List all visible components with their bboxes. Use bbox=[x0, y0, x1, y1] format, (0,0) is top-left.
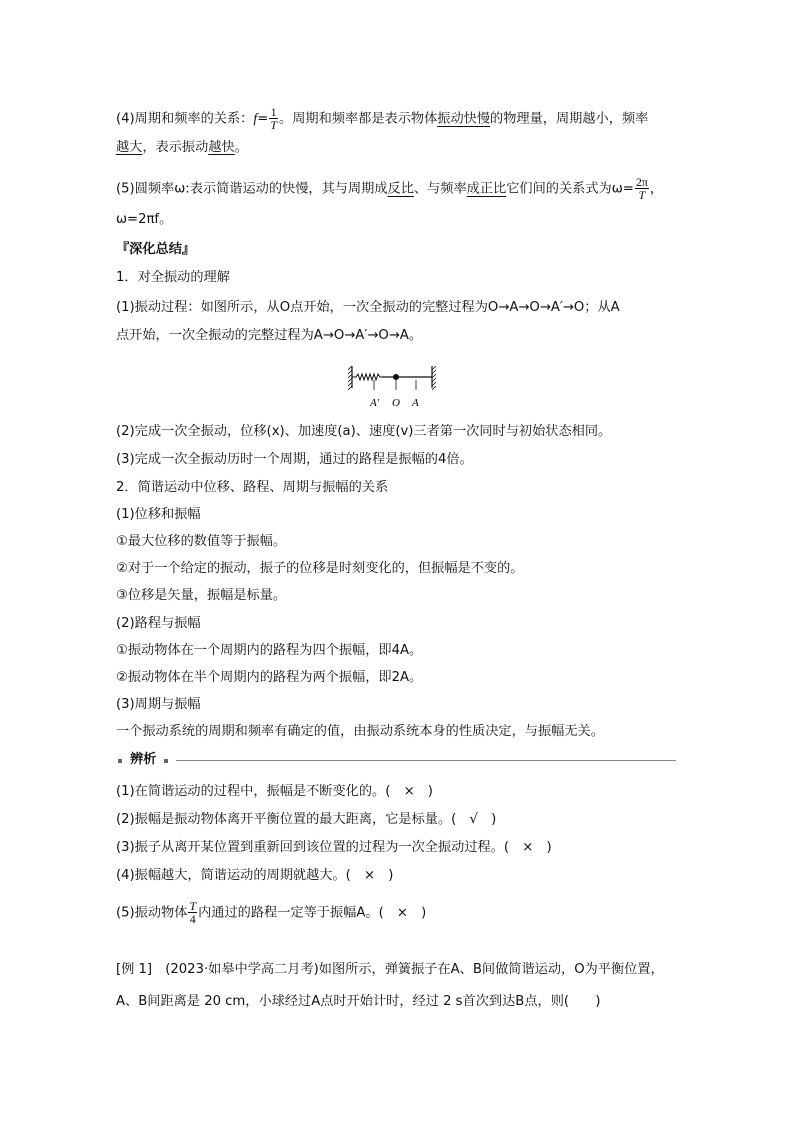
summary-2-1b: ②对于一个给定的振动，振子的位移是时刻变化的，但振幅是不变的。 bbox=[116, 561, 524, 576]
item-4-line1 bbox=[116, 106, 648, 131]
analysis-q4: (4)振幅越大，简谐运动的周期就越大。( × ) bbox=[116, 868, 394, 883]
summary-2-1a: ①最大位移的数值等于振幅。 bbox=[116, 534, 287, 549]
item-4-underline-answer-3: 越快 bbox=[208, 140, 235, 155]
analysis-q5-text: (5)振动物体 bbox=[116, 905, 188, 921]
analysis-label: 辨析 bbox=[130, 752, 157, 767]
summary-2-1c: ③位移是矢量，振幅是标量。 bbox=[116, 588, 287, 603]
item-4-text-b: 。周期和频率都是表示物体 bbox=[279, 111, 438, 127]
summary-point-1: 1．对全振动的理解 bbox=[116, 270, 230, 285]
item-4-line2-text: ，表示振动 bbox=[142, 140, 209, 155]
item-4-text: (4)周期和频率的关系： bbox=[116, 111, 254, 127]
fraction-numerator: 1 bbox=[270, 105, 277, 119]
item-5-underline-answer-2: 成正比 bbox=[466, 181, 507, 197]
fraction-numerator: T bbox=[189, 899, 197, 913]
item-5-text-d: ， bbox=[649, 181, 664, 197]
summary-2-2a: ①振动物体在一个周期内的路程为四个振幅，即4A。 bbox=[116, 643, 423, 658]
item-4-eq: = bbox=[257, 111, 269, 127]
summary-point-2: 2．简谐运动中位移、路程、周期与振幅的关系 bbox=[116, 480, 389, 495]
summary-2-1: (1)位移和振幅 bbox=[116, 507, 201, 522]
summary-2-2: (2)路程与振幅 bbox=[116, 616, 201, 631]
item-5-text: (5)圆频率ω:表示简谐运动的快慢，其与周期成 bbox=[116, 181, 388, 197]
oscillator-ball bbox=[393, 374, 399, 380]
item-4-text-c: 的物理量，周期越小，频率 bbox=[490, 111, 649, 127]
section-heading: 『深化总结』 bbox=[116, 242, 196, 257]
analysis-q5-fraction bbox=[188, 900, 197, 925]
fraction-numerator: 2π bbox=[635, 175, 648, 189]
label-o: O bbox=[392, 397, 400, 409]
item-4-underline-answer-2: 越大 bbox=[116, 140, 143, 155]
bullet-dot-icon bbox=[118, 759, 122, 763]
item-5-underline-answer-1: 反比 bbox=[387, 181, 414, 197]
example-line2: A、B间距离是 20 cm，小球经过A点时开始计时，经过 2 s首次到达B点，则( ) bbox=[116, 994, 601, 1009]
right-wall-hatching bbox=[432, 366, 436, 390]
analysis-section-header bbox=[116, 750, 676, 770]
summary-2-2b: ②振动物体在半个周期内的路程为两个振幅，即2A。 bbox=[116, 670, 423, 685]
item-5-text-b: 、与频率 bbox=[413, 181, 467, 197]
analysis-q5 bbox=[116, 900, 426, 925]
item-4-var-f: f bbox=[253, 111, 258, 127]
item-5-fraction bbox=[635, 176, 649, 201]
item-4-line2 bbox=[116, 138, 248, 158]
item-5-line1 bbox=[116, 176, 663, 201]
example-line1: [例 1] (2023·如皋中学高二月考)如图所示，弹簧振子在A、B间做简谐运动，O为平衡位置， bbox=[116, 962, 664, 977]
summary-2-3: (3)周期与振幅 bbox=[116, 697, 201, 712]
bullet-dot-icon bbox=[164, 759, 168, 763]
fraction-denominator: T bbox=[270, 118, 278, 132]
summary-2-3a: 一个振动系统的周期和频率有确定的值，由振动系统本身的性质决定，与振幅无关。 bbox=[116, 724, 604, 739]
item-4-line2-end: 。 bbox=[234, 140, 248, 155]
divider-rule bbox=[176, 760, 676, 761]
item-5-formula: ω=2πf。 bbox=[116, 212, 173, 227]
analysis-q2: (2)振幅是振动物体离开平衡位置的最大距离，它是标量。( √ ) bbox=[116, 812, 497, 827]
label-a-prime: A′ bbox=[370, 397, 380, 409]
analysis-q3: (3)振子从离开某位置到重新回到该位置的过程为一次全振动过程。( × ) bbox=[116, 840, 552, 855]
summary-1-2: (2)完成一次全振动，位移(x)、加速度(a)、速度(v)三者第一次同时与初始状态相同。 bbox=[116, 424, 612, 439]
spring-oscillator-figure bbox=[348, 364, 444, 412]
item-5-line2 bbox=[116, 210, 172, 230]
spring-diagram-svg bbox=[348, 364, 444, 412]
item-4-underline-answer: 振动快慢 bbox=[437, 111, 491, 127]
item-4-fraction bbox=[269, 106, 278, 131]
left-wall-hatching bbox=[348, 366, 352, 390]
spring bbox=[352, 374, 382, 380]
summary-1-1-line2: 点开始，一次全振动的完整过程为A→O→A′→O→A。 bbox=[116, 328, 423, 343]
label-a: A bbox=[412, 397, 419, 409]
analysis-q5-text-b: 内通过的路程一定等于振幅A。( × ) bbox=[198, 905, 427, 921]
summary-1-1-line1: (1)振动过程：如图所示，从O点开始，一次全振动的完整过程为O→A→O→A′→O；从A bbox=[116, 300, 620, 315]
item-5-text-c: 它们间的关系式为ω= bbox=[506, 181, 634, 197]
fraction-denominator: 4 bbox=[189, 912, 196, 926]
analysis-q1: (1)在简谐运动的过程中，振幅是不断变化的。( × ) bbox=[116, 784, 433, 799]
fraction-denominator: T bbox=[638, 188, 646, 202]
summary-1-3: (3)完成一次全振动历时一个周期，通过的路程是振幅的4倍。 bbox=[116, 452, 473, 467]
